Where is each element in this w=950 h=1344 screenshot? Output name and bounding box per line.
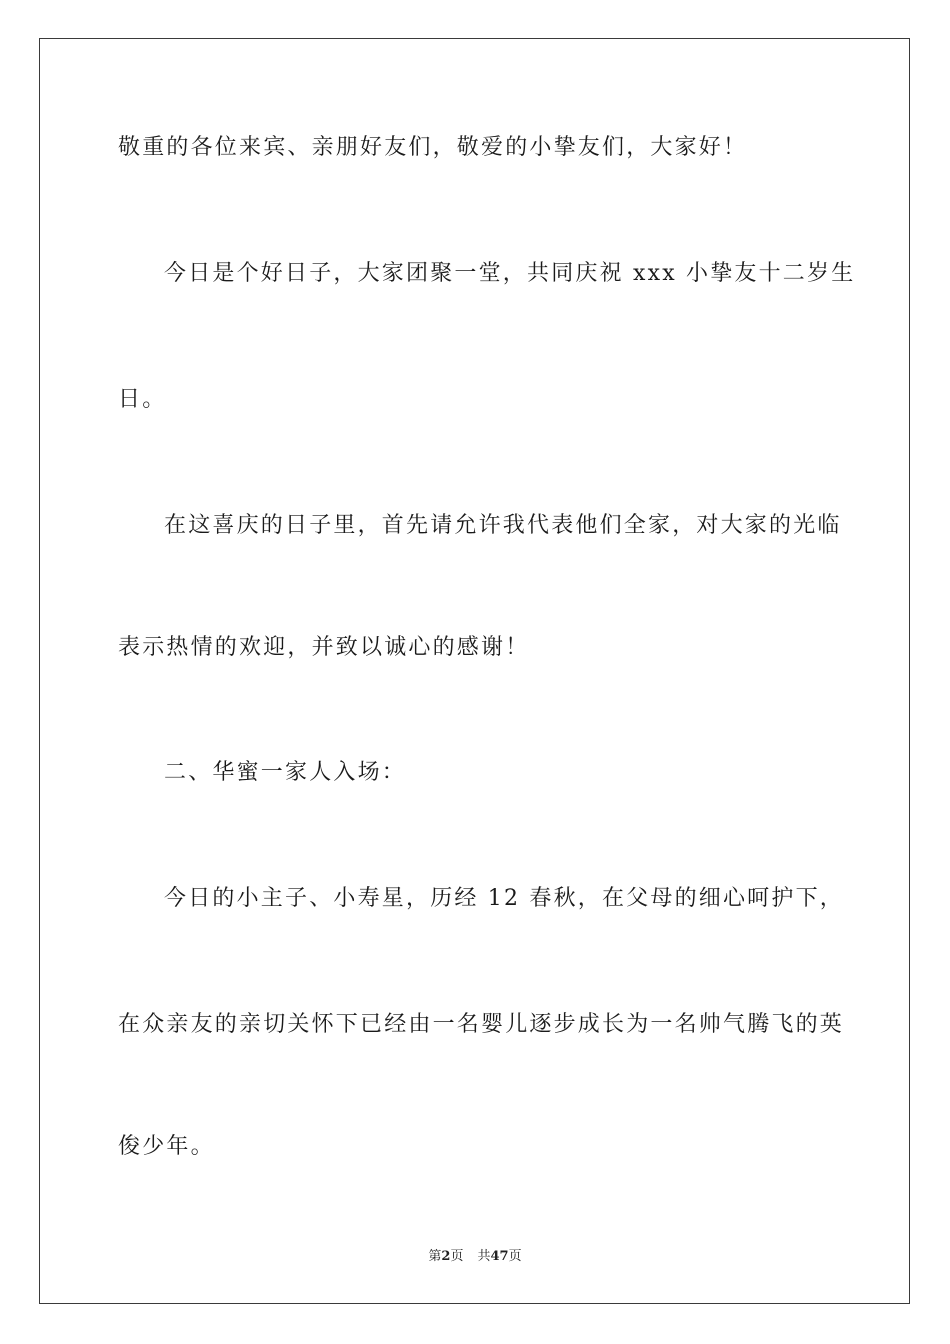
page-number: 2 xyxy=(441,1249,451,1264)
total-pages: 47 xyxy=(490,1249,509,1264)
page-label-suffix: 页 xyxy=(450,1249,464,1264)
total-label-prefix: 共 xyxy=(477,1249,491,1264)
text-line-4: 在这喜庆的日子里，首先请允许我代表他们全家，对大家的光临 xyxy=(164,513,842,538)
page-footer xyxy=(0,1247,950,1267)
text-line-1: 敬重的各位来宾、亲朋好友们，敬爱的小挚友们，大家好！ xyxy=(118,135,748,160)
text-line-9: 俊少年。 xyxy=(118,1134,215,1159)
total-label-suffix: 页 xyxy=(508,1249,522,1264)
page-label-prefix: 第 xyxy=(428,1249,442,1264)
text-line-3: 日。 xyxy=(118,387,167,412)
section-heading: 二、华蜜一家人入场： xyxy=(164,760,407,785)
text-line-2: 今日是个好日子，大家团聚一堂，共同庆祝 xxx 小挚友十二岁生 xyxy=(164,261,856,286)
text-line-8: 在众亲友的亲切关怀下已经由一名婴儿逐步成长为一名帅气腾飞的英 xyxy=(118,1012,845,1037)
page-border xyxy=(39,38,910,1304)
text-line-7: 今日的小主子、小寿星，历经 12 春秋，在父母的细心呵护下， xyxy=(164,886,844,911)
text-line-5: 表示热情的欢迎，并致以诚心的感谢！ xyxy=(118,635,530,660)
